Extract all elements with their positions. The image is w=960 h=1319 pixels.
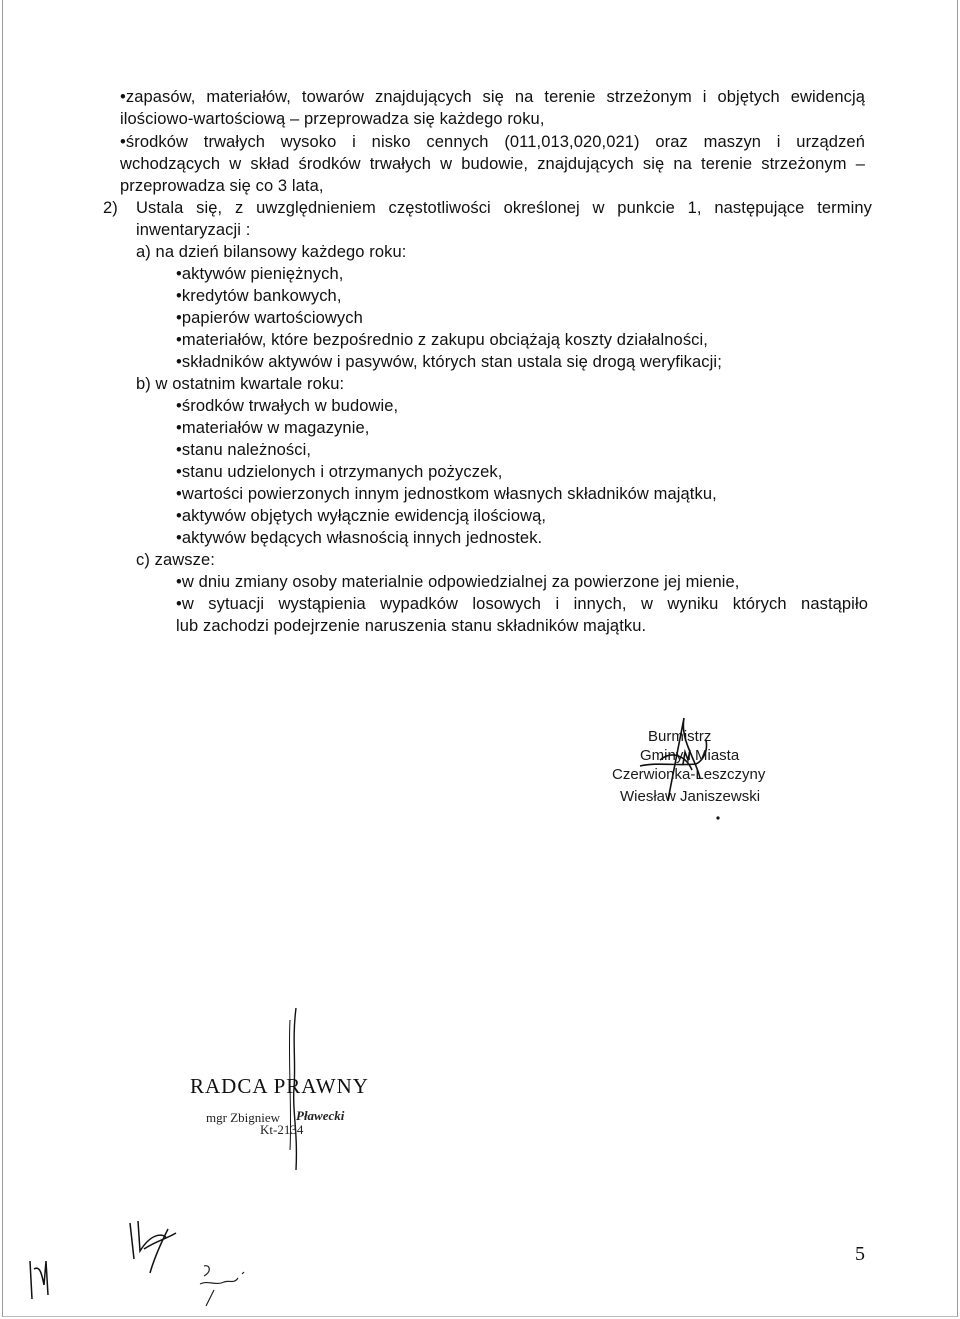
list-number: 2) — [103, 199, 118, 217]
list-item: •aktywów będących własnością innych jednostek. — [176, 529, 543, 547]
list-item: lub zachodzi podejrzenie naruszenia stanu składników majątku. — [176, 617, 647, 635]
section-heading-a: a) na dzień bilansowy każdego roku: — [136, 243, 407, 261]
list-item: •w sytuacji wystąpienia wypadków losowych i innych, w wyniku których nastąpiło — [176, 595, 868, 613]
list-item: •wartości powierzonych innym jednostkom własnych składników majątku, — [176, 485, 717, 503]
list-item: •papierów wartościowych — [176, 309, 363, 327]
initials-signature-icon — [120, 1215, 190, 1285]
text-line: Ustala się, z uwzględnieniem częstotliwości określonej w punkcie 1, następujące terminy — [136, 199, 872, 217]
list-item: •materiałów, które bezpośrednio z zakupu obciążają koszty działalności, — [176, 331, 708, 349]
list-item: •aktywów pieniężnych, — [176, 265, 344, 283]
text-line: ilościowo-wartościową – przeprowadza się każdego roku, — [120, 110, 545, 128]
stamp-name-prefix: mgr Zbigniew — [206, 1110, 281, 1125]
stamp-title: RADCA PRAWNY — [190, 1074, 369, 1098]
initials-mark-icon — [20, 1255, 70, 1305]
handwritten-signature-icon — [600, 700, 780, 820]
list-item: •stanu udzielonych i otrzymanych pożyczek, — [176, 463, 503, 481]
section-heading-b: b) w ostatnim kwartale roku: — [136, 375, 345, 393]
list-item: •środków trwałych w budowie, — [176, 397, 399, 415]
list-item: •w dniu zmiany osoby materialnie odpowiedzialnej za powierzone jej mienie, — [176, 573, 740, 591]
signature-name: Wiesław Janiszewski — [620, 788, 761, 805]
text-line: •środków trwałych wysoko i nisko cennych (011,013,020,021) oraz maszyn i urządzeń — [120, 133, 865, 151]
signature-office: Gminy i Miasta — [640, 747, 740, 764]
signature-municipality: Czerwionka-Leszczyny — [612, 766, 766, 783]
stamp-number: Kt-2134 — [260, 1122, 304, 1137]
list-item: •stanu należności, — [176, 441, 312, 459]
text-line: wchodzących w skład środków trwałych w budowie, znajdujących się na terenie strzeżonym – — [120, 155, 865, 173]
stamp-surname: Pławecki — [296, 1108, 345, 1123]
text-line: •zapasów, materiałów, towarów znajdujących się na terenie strzeżonym i objętych ewidencją — [120, 88, 865, 106]
paraph-icon — [190, 1262, 260, 1310]
text-line: inwentaryzacji : — [136, 221, 251, 239]
text-line: przeprowadza się co 3 lata, — [120, 177, 324, 195]
list-item: •kredytów bankowych, — [176, 287, 342, 305]
list-item: •aktywów objętych wyłącznie ewidencją ilościową, — [176, 507, 547, 525]
signature-title: Burmistrz — [648, 728, 712, 745]
list-item: •materiałów w magazynie, — [176, 419, 370, 437]
page-number: 5 — [855, 1243, 865, 1265]
list-item: •składników aktywów i pasywów, których stan ustala się drogą weryfikacji; — [176, 353, 722, 371]
section-heading-c: c) zawsze: — [136, 551, 215, 569]
